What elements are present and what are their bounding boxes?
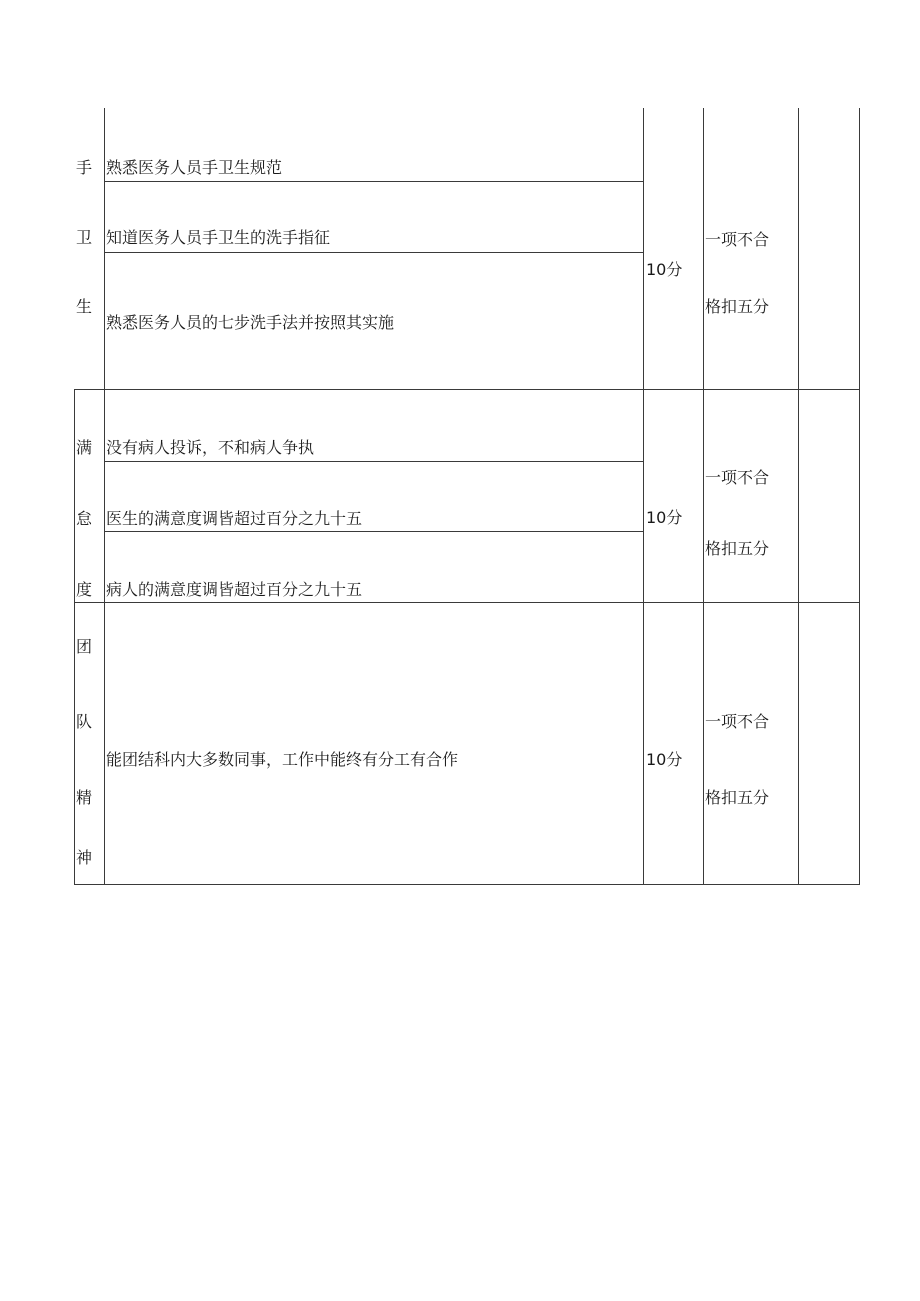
item-divider xyxy=(104,461,644,462)
item-divider xyxy=(104,252,644,253)
category-char: 神 xyxy=(75,848,92,867)
criteria-item: 没有病人投诉，不和病人争执 xyxy=(106,438,315,457)
item-divider xyxy=(104,181,644,182)
table-border-bottom xyxy=(74,884,860,885)
table-divider-category xyxy=(104,108,105,885)
criteria-item: 病人的满意度调皆超过百分之九十五 xyxy=(106,580,363,599)
criteria-item: 能团结科内大多数同事，工作中能终有分工有合作 xyxy=(106,750,459,769)
category-char: 手 xyxy=(75,158,92,177)
category-char: 满 xyxy=(75,438,92,457)
criteria-item: 熟悉医务人员的七步洗手法并按照其实施 xyxy=(106,313,395,332)
deduction-rule-line: 一项不合 xyxy=(705,712,770,731)
criteria-item: 知道医务人员手卫生的洗手指征 xyxy=(106,228,331,247)
category-char: 卫 xyxy=(75,228,92,247)
category-char: 怠 xyxy=(75,509,92,528)
score-value: 10分 xyxy=(646,508,683,527)
category-char: 团 xyxy=(75,637,92,656)
table-divider-deduction xyxy=(798,108,799,885)
category-char: 度 xyxy=(75,580,92,599)
deduction-rule-line: 一项不合 xyxy=(705,468,770,487)
deduction-rule-line: 格扣五分 xyxy=(705,539,770,558)
deduction-rule-line: 一项不合 xyxy=(705,230,770,249)
criteria-item: 医生的满意度调皆超过百分之九十五 xyxy=(106,509,363,528)
section-divider xyxy=(74,389,860,390)
category-char: 生 xyxy=(75,297,92,316)
deduction-rule-line: 格扣五分 xyxy=(705,297,770,316)
criteria-item: 熟悉医务人员手卫生规范 xyxy=(106,158,283,177)
table-divider-items xyxy=(643,108,644,885)
item-divider xyxy=(104,531,644,532)
category-char: 精 xyxy=(75,788,92,807)
score-value: 10分 xyxy=(646,260,683,279)
table-border-right xyxy=(859,108,860,885)
category-char: 队 xyxy=(75,712,92,731)
deduction-rule-line: 格扣五分 xyxy=(705,788,770,807)
table-divider-score xyxy=(703,108,704,885)
score-value: 10分 xyxy=(646,750,683,769)
section-divider xyxy=(74,602,860,603)
